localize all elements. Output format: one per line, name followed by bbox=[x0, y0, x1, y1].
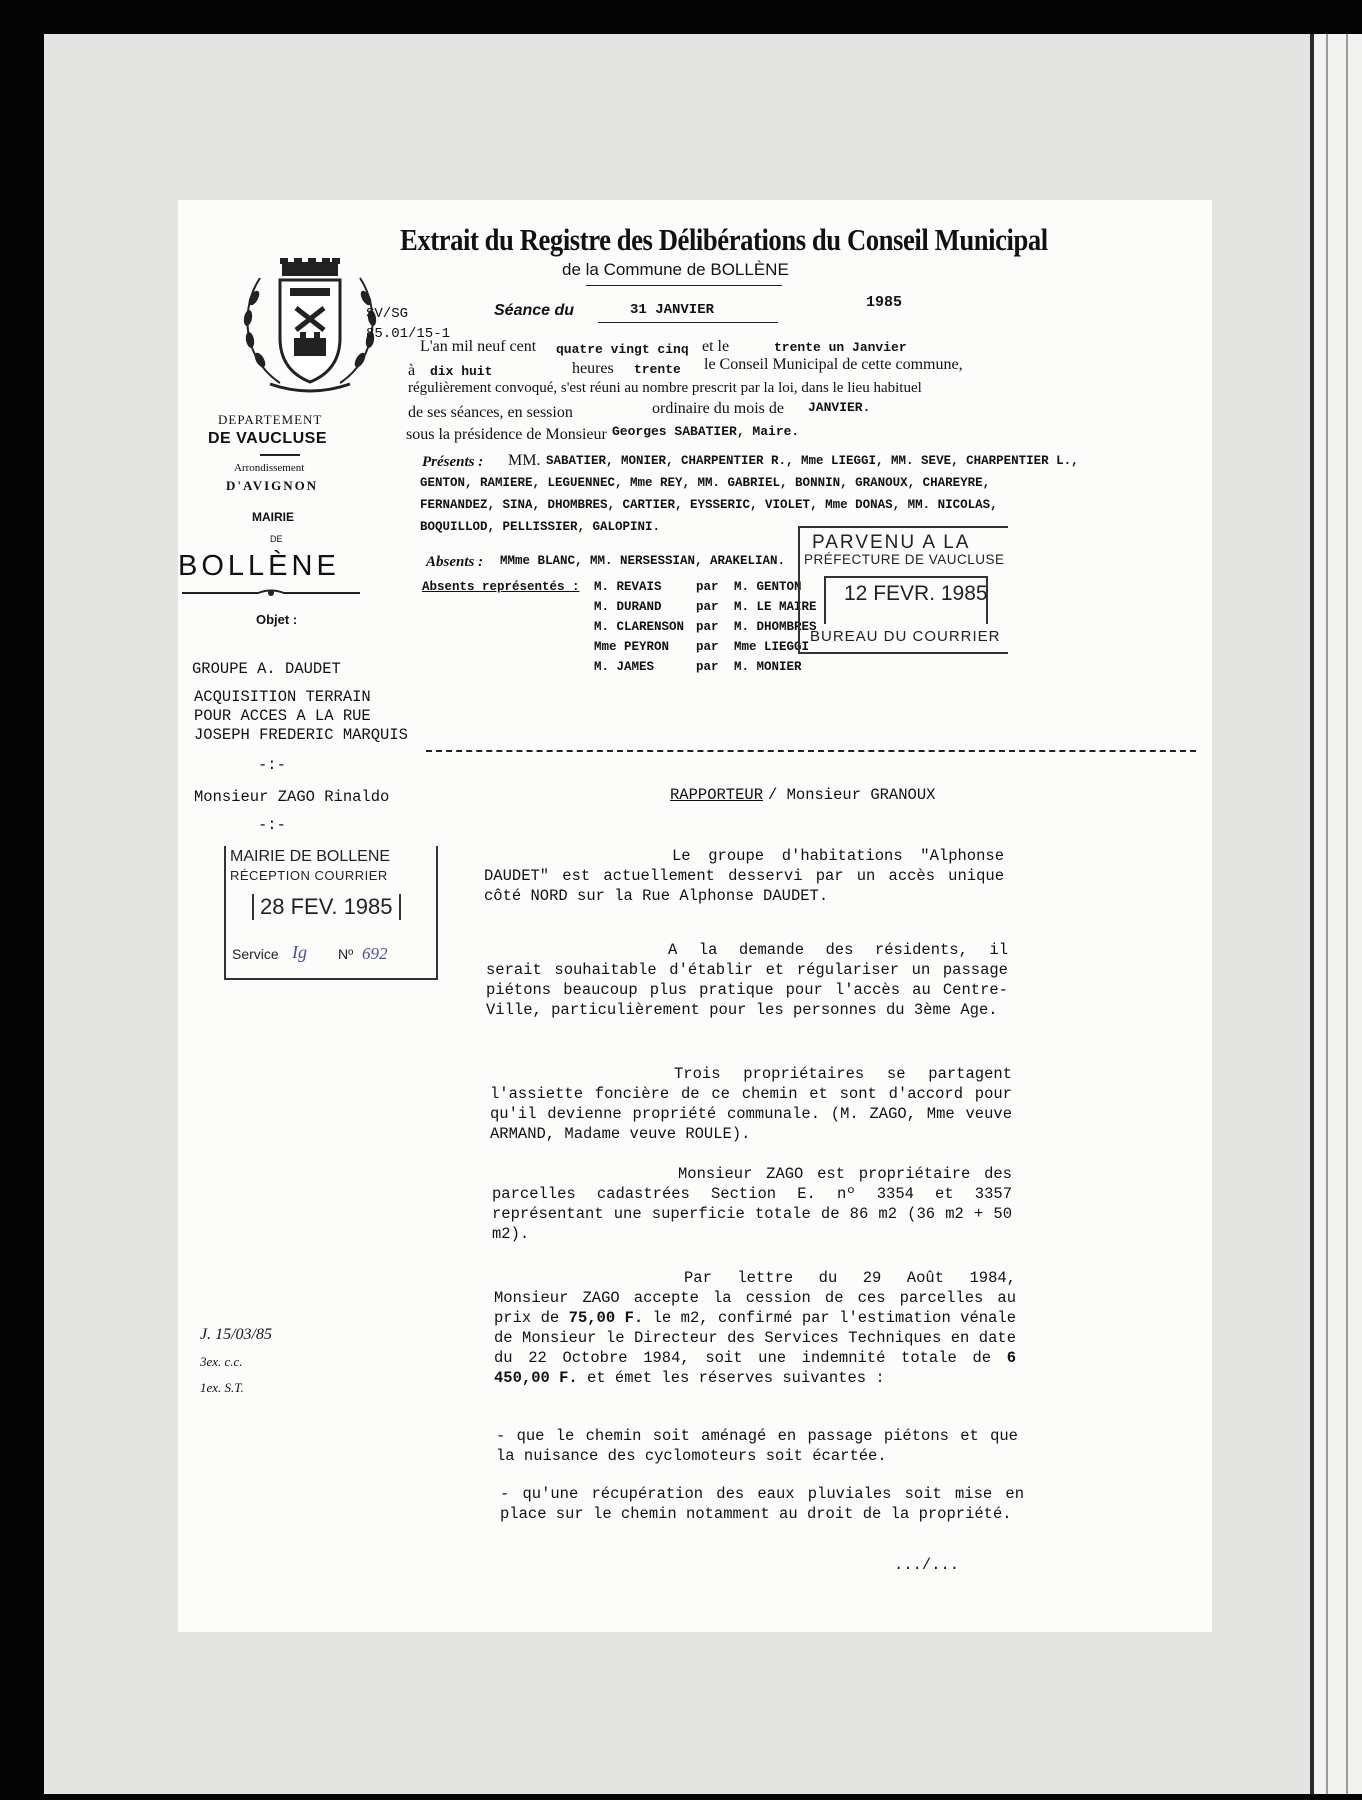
represented-name: M. JAMES bbox=[594, 660, 655, 674]
intro-value: trente un Janvier bbox=[774, 340, 907, 355]
handwritten-note: J. 15/03/85 bbox=[200, 1326, 272, 1343]
represented-label: Absents représentés : bbox=[422, 580, 580, 594]
separator: -:- bbox=[258, 816, 286, 834]
intro-text: heures bbox=[572, 360, 614, 377]
absents-text: MMme BLANC, MM. NERSESSIAN, ARAKELIAN. bbox=[500, 554, 786, 568]
deliberation-sheet bbox=[178, 200, 1212, 1632]
intro-value: Georges SABATIER, Maire. bbox=[612, 424, 800, 439]
mairie-label: MAIRIE bbox=[252, 510, 294, 524]
prefecture-stamp bbox=[798, 526, 1008, 654]
rapporteur-text: / Monsieur GRANOUX bbox=[768, 786, 936, 804]
spine-line bbox=[1326, 34, 1328, 1794]
body-text-span: le m2, confirmé par l'estimation vénale de Monsieur le Directeur des Services Techniques en date du 22 Octobre 1984, soit une indemnité totale de bbox=[494, 1309, 1016, 1367]
de-label: DE bbox=[270, 534, 283, 544]
reference-line: 85.01/15-1 bbox=[366, 326, 451, 342]
body-paragraph: - que le chemin soit aménagé en passage piétons et que la nuisance des cyclomoteurs soit écartée. bbox=[496, 1427, 1018, 1465]
body-paragraph bbox=[494, 1268, 1016, 1388]
represented-by: Mme LIEGGI bbox=[734, 640, 810, 654]
represented-by: M. GENTON bbox=[734, 580, 802, 594]
absents-label: Absents : bbox=[426, 554, 484, 570]
intro-text: L'an mil neuf cent bbox=[420, 338, 537, 355]
intro-value: trente bbox=[634, 362, 681, 377]
section-divider bbox=[426, 750, 1196, 752]
intro-text: à bbox=[408, 362, 416, 379]
objet-label: Objet : bbox=[256, 612, 298, 627]
seance-label: Séance du bbox=[494, 302, 575, 319]
presents-line: GENTON, RAMIERE, LEGUENNEC, Mme REY, MM. GABRIEL, BONNIN, GRANOUX, CHAREYRE, bbox=[420, 476, 991, 490]
represented-par: par bbox=[696, 600, 719, 614]
intro-text: le Conseil Municipal de cette commune, bbox=[704, 356, 963, 373]
stamp-line: PRÉFECTURE DE VAUCLUSE bbox=[804, 552, 1005, 567]
handwritten-note: 3ex. c.c. bbox=[200, 1354, 243, 1369]
divider bbox=[598, 322, 778, 323]
body-paragraph: - qu'une récupération des eaux pluviales soit mise en place sur le chemin notamment au droit de la propriété. bbox=[500, 1485, 1024, 1523]
represented-par: par bbox=[696, 620, 719, 634]
presents-line: FERNANDEZ, SINA, DHOMBRES, CARTIER, EYSSERIC, VIOLET, Mme DONAS, MM. NICOLAS, bbox=[420, 498, 998, 512]
department-label: DEPARTEMENT bbox=[218, 412, 323, 427]
intro-value: dix huit bbox=[430, 364, 493, 379]
represented-par: par bbox=[696, 580, 719, 594]
ornament-divider-icon bbox=[178, 586, 364, 600]
arrondissement-label: Arrondissement bbox=[234, 462, 305, 474]
body-paragraph: Monsieur ZAGO est propriétaire des parcelles cadastrées Section E. nº 3354 et 3357 représentant une superficie totale de 86 m2 (36 m2 + 50 m2). bbox=[492, 1165, 1012, 1243]
stamp-line: RÉCEPTION COURRIER bbox=[230, 868, 388, 883]
objet-line: ACQUISITION TERRAIN bbox=[194, 688, 371, 706]
stamp-line: PARVENU A LA bbox=[812, 532, 971, 553]
body-paragraph: Le groupe d'habitations "Alphonse DAUDET" est actuellement desservi par un accès unique côté NORD sur la Rue Alphonse DAUDET. bbox=[484, 847, 1004, 905]
intro-text: et le bbox=[702, 338, 730, 355]
price-per-m2: 75,00 F. bbox=[568, 1309, 644, 1327]
represented-par: par bbox=[696, 640, 719, 654]
page-title: Extrait du Registre des Délibérations du Conseil Municipal bbox=[400, 222, 1048, 257]
objet-line: GROUPE A. DAUDET bbox=[192, 660, 341, 678]
rapporteur-label: RAPPORTEUR bbox=[670, 786, 764, 804]
represented-by: M. DHOMBRES bbox=[734, 620, 817, 634]
intro-text: ordinaire du mois de bbox=[652, 400, 784, 417]
represented-name: Mme PEYRON bbox=[594, 640, 670, 654]
service-label: Service bbox=[232, 946, 279, 962]
intro-text: de ses séances, en session bbox=[408, 404, 573, 421]
arrondissement-name: D'AVIGNON bbox=[226, 478, 319, 493]
number-value: 692 bbox=[362, 944, 388, 963]
handwritten-note: 1ex. S.T. bbox=[200, 1380, 244, 1395]
intro-text: sous la présidence de Monsieur bbox=[406, 426, 607, 443]
stamp-line: MAIRIE DE BOLLENE bbox=[230, 848, 391, 865]
mairie-reception-stamp bbox=[224, 846, 438, 980]
commune-name: BOLLÈNE bbox=[178, 550, 340, 582]
presents-line: BOQUILLOD, PELLISSIER, GALOPINI. bbox=[420, 520, 661, 534]
represented-by: M. LE MAIRE bbox=[734, 600, 817, 614]
body-text-span: Par lettre du 29 Août 1984, Monsieur ZAGO accepte la cession de ces parcelles au prix de bbox=[494, 1269, 1016, 1327]
number-label: Nº bbox=[338, 946, 354, 962]
divider bbox=[260, 454, 300, 456]
person-name: Monsieur ZAGO Rinaldo bbox=[194, 788, 390, 806]
body-paragraph: A la demande des résidents, il serait souhaitable d'établir et régulariser un passage piétons beaucoup plus pratique pour l'accès au Centre-Ville, particulièrement pour les personnes du 3ème Age. bbox=[486, 941, 1008, 1019]
body-paragraph: Trois propriétaires se partagent l'assiette foncière de ce chemin et sont d'accord pour qu'il devienne propriété communale. (M. ZAGO, Mme veuve ARMAND, Madame veuve ROULE). bbox=[490, 1065, 1012, 1143]
seance-year: 1985 bbox=[866, 294, 903, 311]
stamp-line: BUREAU DU COURRIER bbox=[810, 628, 1001, 645]
service-initials: Ig bbox=[292, 942, 307, 962]
objet-line: POUR ACCES A LA RUE bbox=[194, 707, 371, 725]
represented-name: M. CLARENSON bbox=[594, 620, 685, 634]
separator: -:- bbox=[258, 756, 286, 774]
stamp-date: 28 FEV. 1985 bbox=[252, 894, 401, 920]
stamp-date: 12 FEVR. 1985 bbox=[844, 582, 988, 605]
total-indemnity: 6 450,00 F. bbox=[494, 1349, 1016, 1387]
represented-name: M. DURAND bbox=[594, 600, 662, 614]
folder-spine bbox=[1314, 34, 1362, 1794]
represented-by: M. MONIER bbox=[734, 660, 802, 674]
objet-line: JOSEPH FREDERIC MARQUIS bbox=[194, 726, 408, 744]
presents-prefix: MM. bbox=[508, 452, 541, 469]
spine-line bbox=[1346, 34, 1348, 1794]
intro-text: régulièrement convoqué, s'est réuni au nombre prescrit par la loi, dans le lieu habituel bbox=[408, 380, 922, 396]
divider bbox=[586, 285, 782, 286]
represented-name: M. REVAIS bbox=[594, 580, 662, 594]
intro-value: quatre vingt cinq bbox=[556, 342, 689, 357]
seance-date: 31 JANVIER bbox=[630, 302, 715, 318]
presents-line: SABATIER, MONIER, CHARPENTIER R., Mme LIEGGI, MM. SEVE, CHARPENTIER L., bbox=[546, 454, 1079, 468]
continuation-mark: .../... bbox=[894, 1556, 960, 1574]
body-text-span: et émet les réserves suivantes : bbox=[577, 1369, 885, 1387]
page-subtitle: de la Commune de BOLLÈNE bbox=[562, 260, 789, 279]
reference-line: SV/SG bbox=[366, 306, 409, 322]
presents-label: Présents : bbox=[422, 454, 484, 470]
department-name: DE VAUCLUSE bbox=[208, 430, 327, 447]
intro-value: JANVIER. bbox=[808, 400, 871, 415]
represented-par: par bbox=[696, 660, 719, 674]
